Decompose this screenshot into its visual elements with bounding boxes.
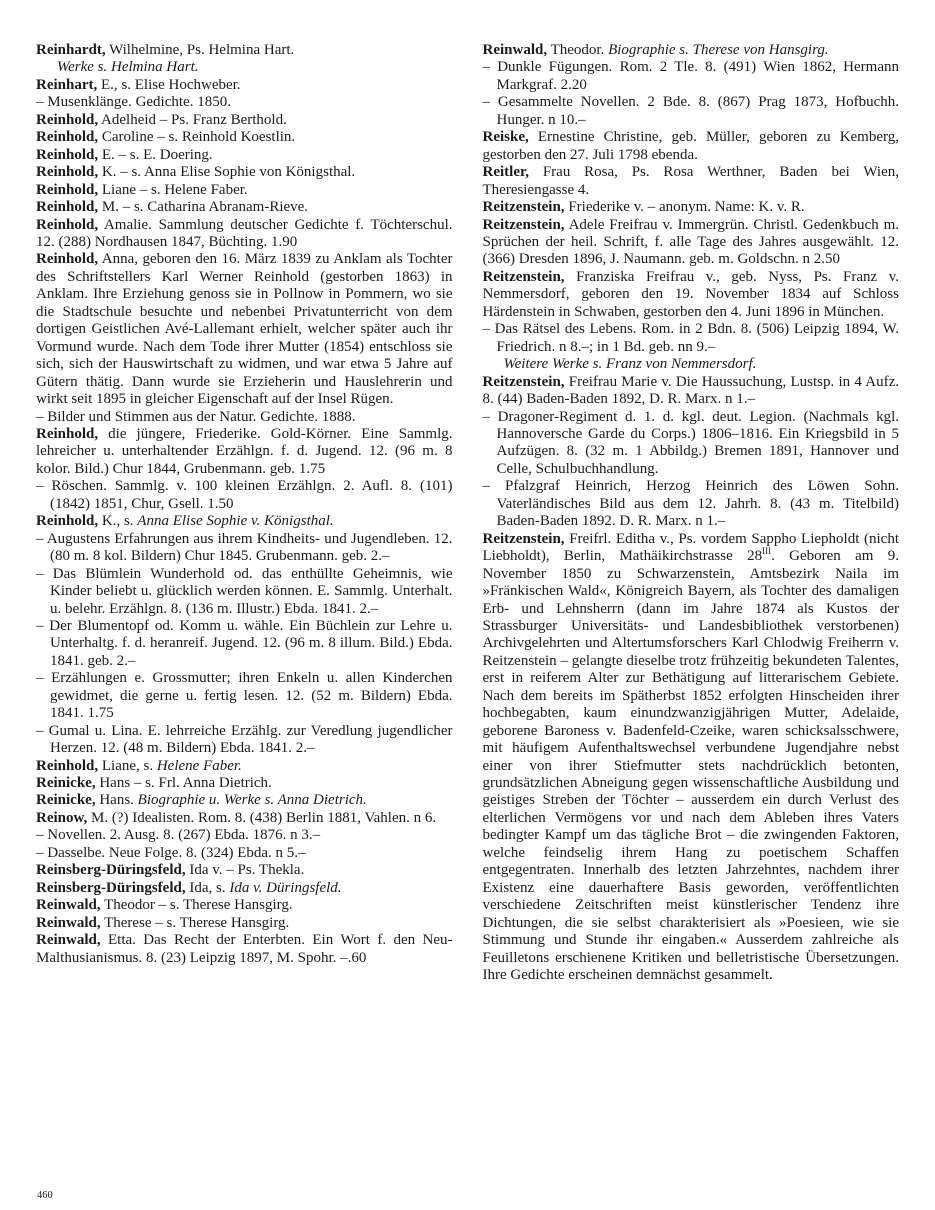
text-run: Amalie. Sammlung deutscher Gedichte f. Töchterschul. 12. (288) Nordhausen 1847, Büchting. 1.90	[36, 216, 453, 250]
text-run: Theodor.	[547, 42, 609, 58]
text-run: – Augustens Erfahrungen aus ihrem Kindheits- und Jugendleben. 12. (80 m. 8 kol. Bildern) Chur 1845. Grubenmann. geb. 2.–	[36, 530, 453, 565]
work-item	[483, 94, 900, 129]
text-run: – Das Rätsel des Lebens. Rom. in 2 Bdn. 8. (506) Leipzig 1894, W. Friedrich. n 8.–; in 1 Bd. geb. nn 9.–	[482, 321, 899, 355]
text-run: Adele Freifrau v. Immergrün. Christl. Gedenkbuch m. Sprüchen der heil. Schrift, f. alle Tage des Jahres ausgewählt. 12. (366) Dresden 1896, J. Naumann. geb. m. Goldschn. n 2.50	[482, 216, 899, 268]
text-run: – Musenklänge. Gedichte. 1850.	[36, 94, 231, 111]
work-item	[36, 409, 453, 426]
text-run: – Erzählungen e. Grossmutter; ihren Enkeln u. allen Kinderchen gewidmet, die gerne u. fertig lesen. 12. (52 m. Bildern) Ebda. 1841. 1.75	[36, 670, 453, 722]
text-run: Freifrau Marie v. Die Haussuchung, Lustsp. in 4 Aufz. 8. (44) Baden-Baden 1892, D. R. Marx. n 1.–	[482, 373, 899, 408]
entry-name: Reinhold,	[36, 129, 99, 146]
text-run: Biographie u. Werke s. Anna Dietrich.	[137, 792, 367, 809]
text-run: III	[762, 546, 772, 557]
text-run: – Bilder und Stimmen aus der Natur. Gedichte. 1888.	[36, 408, 356, 425]
entry-name: Reinicke,	[36, 792, 96, 809]
entry-name: Reinhold,	[36, 757, 99, 774]
entry-name: Reinhold,	[36, 199, 99, 216]
entry-paragraph	[36, 880, 453, 897]
entry-name: Reitzenstein,	[482, 373, 565, 390]
entry-name: Reinwald,	[36, 932, 101, 949]
right-column	[483, 42, 900, 984]
text-run: Caroline – s. Reinhold Koestlin.	[98, 129, 296, 146]
entry-name: Reinwald,	[36, 897, 101, 914]
left-column	[36, 42, 453, 984]
entry-paragraph	[483, 531, 900, 985]
work-item	[483, 478, 900, 530]
entry-paragraph	[36, 164, 453, 181]
text-run: Wilhelmine, Ps. Helmina Hart.	[105, 42, 295, 58]
two-column-text-block	[36, 42, 899, 984]
text-run: Ida, s.	[185, 879, 230, 896]
entry-paragraph	[36, 513, 453, 530]
entry-paragraph	[36, 77, 453, 94]
entry-paragraph	[36, 810, 453, 827]
text-run: E. – s. E. Doering.	[98, 146, 213, 163]
text-run: die jüngere, Friederike. Gold-Körner. Eine Sammlg. lehreicher u. unterhaltender Erzählgn. f. d. Jugend. 12. (96 m. 8 kolor. Bild.) Chur 1844, Grubenmann. geb. 1.75	[36, 425, 453, 477]
entry-paragraph	[36, 915, 453, 932]
entry-name: Reinhardt,	[36, 42, 106, 58]
text-run: Biographie s. Therese von Hansgirg.	[608, 42, 829, 58]
entry-paragraph	[483, 269, 900, 321]
text-run: Ida v. – Ps. Thekla.	[185, 862, 305, 879]
text-run: – Das Blümlein Wunderhold od. das enthüllte Geheimnis, wie Kinder beliebt u. glücklich werden können. E. Sammlg. Unterhalt. u. belehr. Erzählgn. 8. (136 m. Illustr.) Ebda. 1841. 2.–	[36, 565, 453, 617]
text-run: – Röschen. Sammlg. v. 100 kleinen Erzählgn. 2. Aufl. 8. (101) (1842) 1851, Chur, Gsell. 1.50	[36, 478, 453, 512]
text-run: – Dasselbe. Neue Folge. 8. (324) Ebda. n 5.–	[36, 844, 306, 861]
text-run: – Dragoner-Regiment d. 1. d. kgl. deut. Legion. (Nachmals kgl. Hannoversche Garde du Corps.) 1806–1816. Ein Kriegsbild in 5 Aufzügen. 8. (32 m. 1 Abbildg.) Bremen 1891, Hannover und Celle, Schulbuchhandlung.	[482, 408, 899, 477]
text-run: . Geboren am 9. November 1850 zu Schwarzenstein, Amtsbezirk Naila im »Fränkischen Wald«, Königreich Bayern, als Tochter des damaligen Erb- und Lehnsherrn (dann im Jahre 1874 als Kustos der Strassburger Universitäts- und Landesbibliothek verstorbenen) Archivgelehrten und Altertumsforschers Karl Chlodwig Freiherrn v. Reitzenstein – gelangte dieselbe trotz frühzeitig bekundeten Talentes, erst in reiferem Alter zur Bethätigung auf litterarischem Gebiete. Nach dem bereits im Spätherbst 1852 erfolgten Hinscheiden ihrer hochbegabten, kaum einundzwanzigjährigen Mutter, Adelaide, geborene Baroness v. Badenfeld-Czeike, waren schicksalsschwere, mit häufigem Aufenthaltswechsel verbundene Jugendjahre nebst einer von ihrer Stiefmutter stets nachdrücklich betonten, grundsätzlichen Abneigung gegen wissenschaftliche Ausbildung und geistiges Streben der Töchter – ausserdem ein durch Verlust des elterlichen Vermögens vor und nach dem Ableben ihres Vaters bedingter Kampf um das tägliche Brot – die zwingenden Faktoren, welche feindselig ihrem Hang zu poetischem Schaffen entgegentraten. Innerhalb des letzten Jahrzehntes, nachdem ihrer Existenz eine dauerhaftere Basis geworden, veröffentlichten verschiedene Zeitschriften meist künstlerischer Tendenz ihre Dichtungen, die sie selbst charakterisiert als »Poesieen, wie sie Stimmung und Stunde ihr eingaben.« Ausserdem zahlreiche als Feuilletons erschienene Kritiken und belletristische Übersetzungen. Ihre Gedichte erscheinen demnächst gesammelt.	[482, 548, 900, 984]
entry-paragraph	[36, 426, 453, 478]
entry-name: Reinhold,	[36, 251, 99, 268]
work-item	[36, 723, 453, 758]
text-run: Werke s. Helmina Hart.	[57, 59, 199, 76]
text-run: Friederike v. – anonym. Name: K. v. R.	[564, 199, 805, 216]
cross-reference	[36, 59, 453, 76]
text-run: Hans.	[95, 792, 138, 809]
text-run: Etta. Das Recht der Enterbten. Ein Wort f. den Neu-Malthusianismus. 8. (23) Leipzig 1897, M. Spohr. –.60	[36, 932, 453, 966]
entry-name: Reinsberg-Düringsfeld,	[36, 879, 186, 896]
entry-paragraph	[36, 199, 453, 216]
entry-name: Reitler,	[482, 164, 530, 181]
work-item	[36, 670, 453, 722]
work-item	[36, 618, 453, 670]
text-run: Liane – s. Helene Faber.	[98, 181, 248, 198]
text-run: – Dunkle Fügungen. Rom. 2 Tle. 8. (491) Wien 1862, Hermann Markgraf. 2.20	[482, 59, 899, 93]
entry-name: Reinhold,	[36, 111, 99, 128]
entry-name: Reinow,	[36, 809, 88, 826]
entry-paragraph	[36, 147, 453, 164]
work-item	[483, 59, 900, 94]
work-item	[36, 566, 453, 618]
text-run: Helene Faber.	[156, 757, 242, 774]
entry-paragraph	[483, 374, 900, 409]
text-run: Ernestine Christine, geb. Müller, geboren zu Kemberg, gestorben den 27. Juli 1798 ebenda.	[482, 129, 899, 163]
text-run: Anna Elise Sophie v. Königsthal.	[137, 513, 334, 530]
text-run: – Novellen. 2. Ausg. 8. (267) Ebda. 1876. n 3.–	[36, 827, 321, 844]
entry-paragraph	[36, 112, 453, 129]
work-item	[483, 409, 900, 479]
entry-name: Reinhold,	[36, 146, 99, 163]
entry-name: Reiske,	[482, 129, 529, 146]
text-run: Anna, geboren den 16. März 1839 zu Anklam als Tochter des Schriftstellers Karl Werner Reinhold (gestorben 1863) in Anklam. Ihre Erziehung genoss sie in Pollnow in Pommern, wo sie die Stadtschule besuchte und nebenbei Privatunterricht von dem dortigen Geistlichen Avé-Lallemant erhielt, welcher später auch ihr Vormund wurde. Nach dem Tode ihrer Mutter (1854) entschloss sie sich, sich der Hauswirtschaft zu widmen, und war etwa 5 Jahre auf Gütern thätig. Dann wurde sie Erzieherin und Hauslehrerin und wirkt seit 1895 in gleicher Eigenschaft auf der Insel Rügen.	[36, 251, 453, 408]
entry-paragraph	[36, 217, 453, 252]
text-run: K. – s. Anna Elise Sophie von Königsthal.	[98, 164, 356, 181]
entry-paragraph	[36, 932, 453, 967]
text-run: Theodor – s. Therese Hansgirg.	[100, 897, 293, 914]
entry-paragraph	[36, 129, 453, 146]
entry-paragraph	[36, 775, 453, 792]
text-run: Weitere Werke s. Franz von Nemmersdorf.	[503, 356, 757, 373]
entry-paragraph	[483, 129, 900, 164]
text-run: Franziska Freifrau v., geb. Nyss, Ps. Franz v. Nemmersdorf, geboren den 19. November 1834 auf Schloss Härdenstein in Schwaben, gestorben den 4. Juni 1896 in München.	[482, 268, 899, 320]
entry-name: Reinsberg-Düringsfeld,	[36, 862, 186, 879]
text-run: – Pfalzgraf Heinrich, Herzog Heinrich des Löwen Sohn. Vaterländisches Bild aus dem 12. Jahrh. 8. (43 m. Titelbild) Baden-Baden 1892. D. R. Marx. n 1.–	[482, 478, 899, 530]
entry-paragraph	[36, 862, 453, 879]
text-run: Frau Rosa, Ps. Rosa Werthner, Baden bei Wien, Theresiengasse 4.	[482, 164, 899, 198]
entry-paragraph	[36, 758, 453, 775]
work-item	[36, 478, 453, 513]
entry-name: Reitzenstein,	[482, 199, 565, 216]
work-item	[36, 845, 453, 862]
text-run: Hans – s. Frl. Anna Dietrich.	[95, 775, 272, 792]
work-item	[36, 827, 453, 844]
cross-reference	[483, 356, 900, 373]
text-run: M. (?) Idealisten. Rom. 8. (438) Berlin 1881, Vahlen. n 6.	[87, 809, 437, 826]
entry-paragraph	[483, 199, 900, 216]
entry-name: Reinhold,	[36, 513, 99, 530]
text-run: M. – s. Catharina Abranam-Rieve.	[98, 199, 309, 216]
entry-name: Reitzenstein,	[482, 268, 565, 285]
entry-paragraph	[36, 897, 453, 914]
entry-paragraph	[36, 792, 453, 809]
entry-paragraph	[36, 182, 453, 199]
work-item	[483, 321, 900, 356]
work-item	[36, 531, 453, 566]
page-number: 460	[37, 1190, 53, 1201]
entry-name: Reinhart,	[36, 76, 98, 93]
entry-name: Reitzenstein,	[482, 216, 565, 233]
text-run: E., s. Elise Hochweber.	[97, 76, 241, 93]
text-run: K., s.	[98, 513, 138, 530]
text-run: Ida v. Düringsfeld.	[229, 879, 342, 896]
entry-name: Reinwald,	[36, 914, 101, 931]
entry-paragraph	[36, 251, 453, 408]
entry-paragraph	[483, 164, 900, 199]
entry-paragraph	[483, 42, 900, 59]
entry-paragraph	[483, 217, 900, 269]
entry-name: Reinicke,	[36, 775, 96, 792]
text-run: Therese – s. Therese Hansgirg.	[100, 914, 290, 931]
text-run: Freifrl. Editha v., Ps. vordem Sappho Liepholdt (nicht Liebholdt), Berlin, Mathäikirchstrasse 28	[482, 530, 899, 565]
text-run: – Gumal u. Lina. E. lehrreiche Erzählg. zur Veredlung jugendlicher Herzen. 12. (48 m. Bildern) Ebda. 1841. 2.–	[36, 722, 453, 757]
entry-name: Reinhold,	[36, 181, 99, 198]
entry-name: Reitzenstein,	[482, 530, 565, 547]
text-run: Liane, s.	[98, 757, 157, 774]
work-item	[36, 94, 453, 111]
text-run: Adelheid – Ps. Franz Berthold.	[98, 111, 287, 128]
entry-name: Reinhold,	[36, 425, 99, 442]
text-run: – Der Blumentopf od. Komm u. wähle. Ein Büchlein zur Lehre u. Unterhaltg. f. d. heranreif. Jugend. 12. (96 m. 8 illum. Bild.) Ebda. 1841. geb. 2.–	[36, 617, 453, 669]
entry-paragraph	[36, 42, 453, 59]
entry-name: Reinhold,	[36, 164, 99, 181]
entry-name: Reinhold,	[36, 216, 99, 233]
text-run: – Gesammelte Novellen. 2 Bde. 8. (867) Prag 1873, Hofbuchh. Hunger. n 10.–	[482, 94, 899, 128]
entry-name: Reinwald,	[482, 42, 548, 58]
